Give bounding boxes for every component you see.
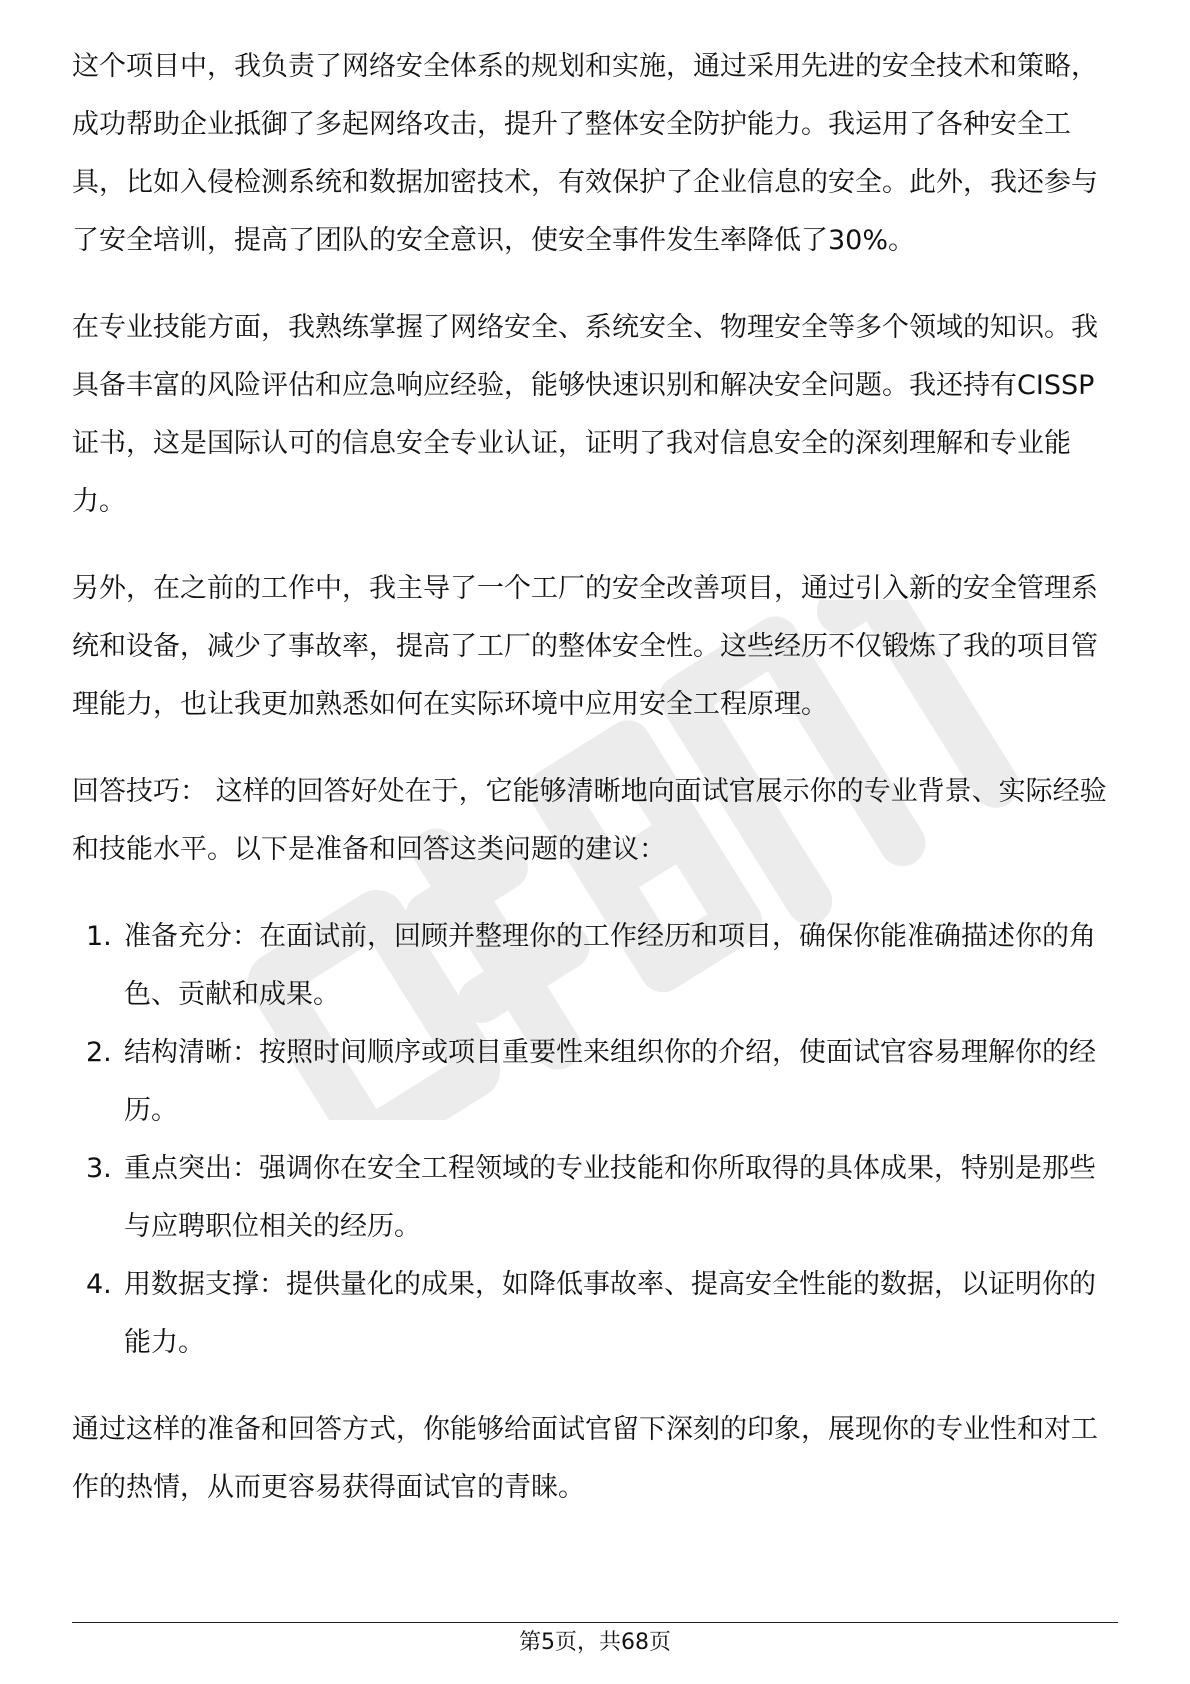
paragraph-project-experience: 这个项目中，我负责了网络安全体系的规划和实施，通过采用先进的安全技术和策略，成功帮助企业抵御了多起网络攻击，提升了整体安全防护能力。我运用了各种安全工具，比如入侵检测系统和数据加密技术，有效保护了企业信息的安全。此外，我还参与了安全培训，提高了团队的安全意识，使安全事件发生率降低了30%。 (72, 51, 1098, 256)
list-item (72, 1256, 1118, 1372)
list-item (72, 1140, 1118, 1256)
list-item-number: 1. (86, 921, 112, 952)
paragraph-factory-project: 另外，在之前的工作中，我主导了一个工厂的安全改善项目，通过引入新的安全管理系统和设备，减少了事故率，提高了工厂的整体安全性。这些经历不仅锻炼了我的项目管理能力，也让我更加熟悉如何在实际环境中应用安全工程原理。 (72, 573, 1098, 720)
list-item-text: 准备充分：在面试前，回顾并整理你的工作经历和项目，确保你能准确描述你的角色、贡献和成果。 (124, 921, 1096, 1010)
footer-divider (72, 1622, 1118, 1623)
list-item-text: 重点突出：强调你在安全工程领域的专业技能和你所取得的具体成果，特别是那些与应聘职位相关的经历。 (124, 1153, 1096, 1242)
list-item-number: 3. (86, 1153, 112, 1184)
paragraph-closing: 通过这样的准备和回答方式，你能够给面试官留下深刻的印象，展现你的专业性和对工作的热情，从而更容易获得面试官的青睐。 (72, 1414, 1098, 1503)
page-number: 第5页，共68页 (519, 1630, 671, 1655)
paragraph-professional-skills: 在专业技能方面，我熟练掌握了网络安全、系统安全、物理安全等多个领域的知识。我具备丰富的风险评估和应急响应经验，能够快速识别和解决安全问题。我还持有CISSP证书，这是国际认可的信息安全专业认证，证明了我对信息安全的深刻理解和专业能力。 (72, 312, 1098, 517)
document-body (72, 38, 1118, 1546)
list-item-text: 用数据支撑：提供量化的成果，如降低事故率、提高安全性能的数据，以证明你的能力。 (124, 1269, 1096, 1358)
list-item-number: 4. (86, 1269, 112, 1300)
list-item (72, 1024, 1118, 1140)
list-item (72, 908, 1118, 1024)
tips-list (72, 908, 1118, 1372)
list-item-text: 结构清晰：按照时间顺序或项目重要性来组织你的介绍，使面试官容易理解你的经历。 (124, 1037, 1096, 1126)
list-item-number: 2. (86, 1037, 112, 1068)
paragraph-answer-tips: 回答技巧： 这样的回答好处在于，它能够清晰地向面试官展示你的专业背景、实际经验和技能水平。以下是准备和回答这类问题的建议： (72, 776, 1107, 865)
